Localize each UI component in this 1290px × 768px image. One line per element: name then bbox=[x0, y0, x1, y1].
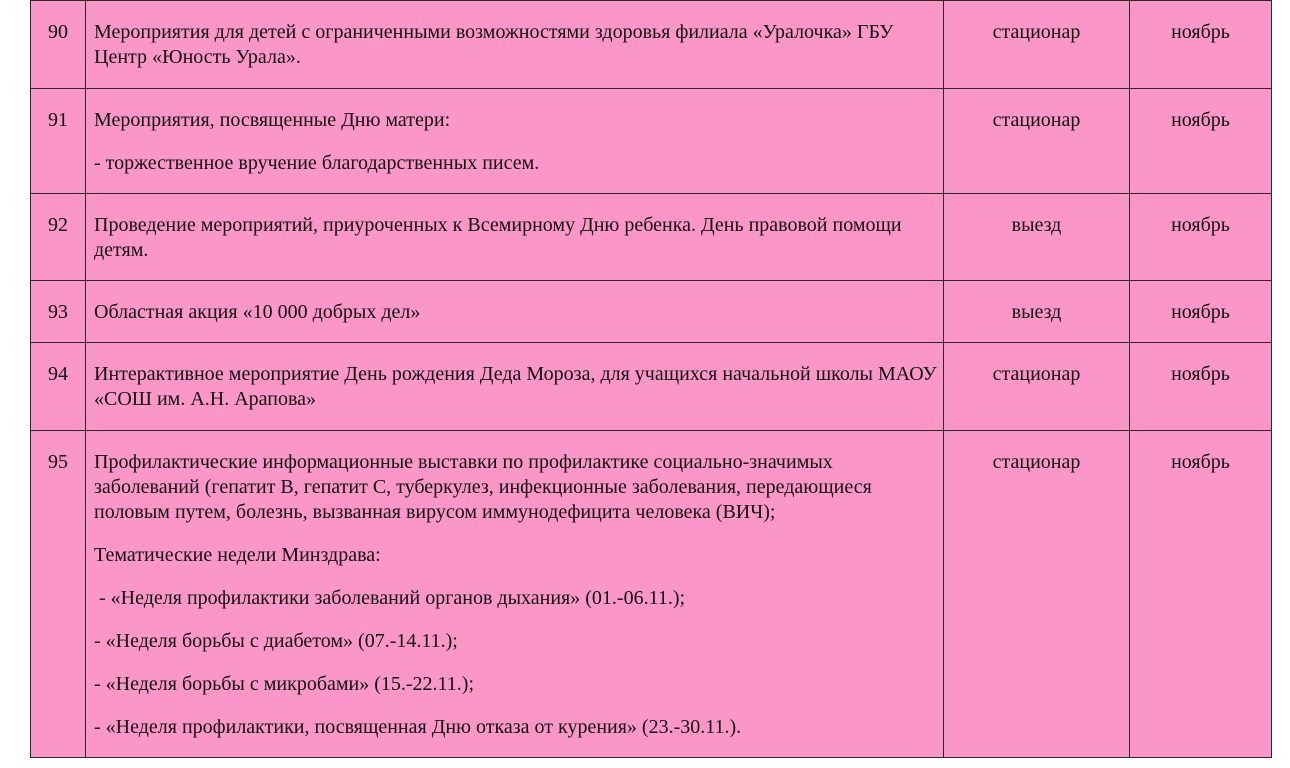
event-month: ноябрь bbox=[1171, 21, 1230, 43]
row-number: 92 bbox=[48, 214, 68, 236]
event-description-cell bbox=[86, 343, 944, 431]
event-description-cell bbox=[86, 431, 944, 758]
event-place: стационар bbox=[992, 109, 1081, 131]
table-row bbox=[31, 343, 1272, 431]
event-month: ноябрь bbox=[1171, 301, 1230, 323]
table-row bbox=[31, 194, 1272, 281]
event-place-cell bbox=[944, 431, 1130, 758]
event-place-cell bbox=[944, 343, 1130, 431]
event-description-text: - «Неделя профилактики, посвященная Дню отказа от курения» (23.-30.11.). bbox=[94, 716, 742, 738]
event-place: стационар bbox=[992, 21, 1081, 43]
row-number: 93 bbox=[48, 301, 68, 323]
event-description-text: - «Неделя борьбы с диабетом» (07.-14.11.); bbox=[94, 630, 458, 652]
row-number-cell bbox=[31, 89, 86, 194]
event-place-cell bbox=[944, 281, 1130, 343]
event-description-text: Областная акция «10 000 добрых дел» bbox=[94, 301, 421, 323]
table-row bbox=[31, 281, 1272, 343]
event-description-text: Мероприятия, посвященные Дню матери: bbox=[94, 109, 451, 131]
event-description-text: Профилактические информационные выставки по профилактике социально-значимых заболеваний (гепатит В, гепатит С, туберкулез, инфекционные заболевания, передающиеся половым путем, болезнь, вызванная вирусом иммунодефицита человека (ВИЧ); bbox=[94, 451, 872, 523]
event-description-text: - «Неделя борьбы с микробами» (15.-22.11.); bbox=[94, 673, 475, 695]
event-month: ноябрь bbox=[1171, 109, 1230, 131]
event-month-cell bbox=[1130, 194, 1272, 281]
event-description-cell bbox=[86, 89, 944, 194]
event-description-cell bbox=[86, 281, 944, 343]
event-month-cell bbox=[1130, 1, 1272, 89]
event-description-cell bbox=[86, 194, 944, 281]
table-row bbox=[31, 431, 1272, 758]
event-place: стационар bbox=[992, 451, 1081, 473]
event-month: ноябрь bbox=[1171, 363, 1230, 385]
event-month: ноябрь bbox=[1171, 214, 1230, 236]
event-description-text: - «Неделя профилактики заболеваний органов дыхания» (01.-06.11.); bbox=[94, 587, 686, 609]
event-description-cell bbox=[86, 1, 944, 89]
row-number-cell bbox=[31, 281, 86, 343]
row-number-cell bbox=[31, 194, 86, 281]
event-description-text: - торжественное вручение благодарственных писем. bbox=[94, 152, 540, 174]
event-description-text: Проведение мероприятий, приуроченных к Всемирному Дню ребенка. День правовой помощи детям. bbox=[94, 214, 902, 261]
event-month-cell bbox=[1130, 281, 1272, 343]
event-month-cell bbox=[1130, 89, 1272, 194]
event-description-text: Мероприятия для детей с ограниченными возможностями здоровья филиала «Уралочка» ГБУ Центр «Юность Урала». bbox=[94, 21, 894, 68]
row-number: 95 bbox=[48, 451, 68, 473]
row-number-cell bbox=[31, 343, 86, 431]
event-description-text: Интерактивное мероприятие День рождения Деда Мороза, для учащихся начальной школы МАОУ «СОШ им. А.Н. Арапова» bbox=[94, 363, 937, 410]
event-month-cell bbox=[1130, 431, 1272, 758]
event-place: выезд bbox=[1011, 214, 1062, 236]
event-place: выезд bbox=[1011, 301, 1062, 323]
row-number-cell bbox=[31, 431, 86, 758]
row-number: 90 bbox=[48, 21, 68, 43]
event-month: ноябрь bbox=[1171, 451, 1230, 473]
table-row bbox=[31, 89, 1272, 194]
row-number-cell bbox=[31, 1, 86, 89]
row-number: 94 bbox=[48, 363, 68, 385]
table-row bbox=[31, 1, 1272, 89]
event-place-cell bbox=[944, 89, 1130, 194]
event-place: стационар bbox=[992, 363, 1081, 385]
event-place-cell bbox=[944, 194, 1130, 281]
event-month-cell bbox=[1130, 343, 1272, 431]
events-table bbox=[30, 0, 1272, 758]
event-description-text: Тематические недели Минздрава: bbox=[94, 544, 381, 566]
event-place-cell bbox=[944, 1, 1130, 89]
row-number: 91 bbox=[48, 109, 68, 131]
